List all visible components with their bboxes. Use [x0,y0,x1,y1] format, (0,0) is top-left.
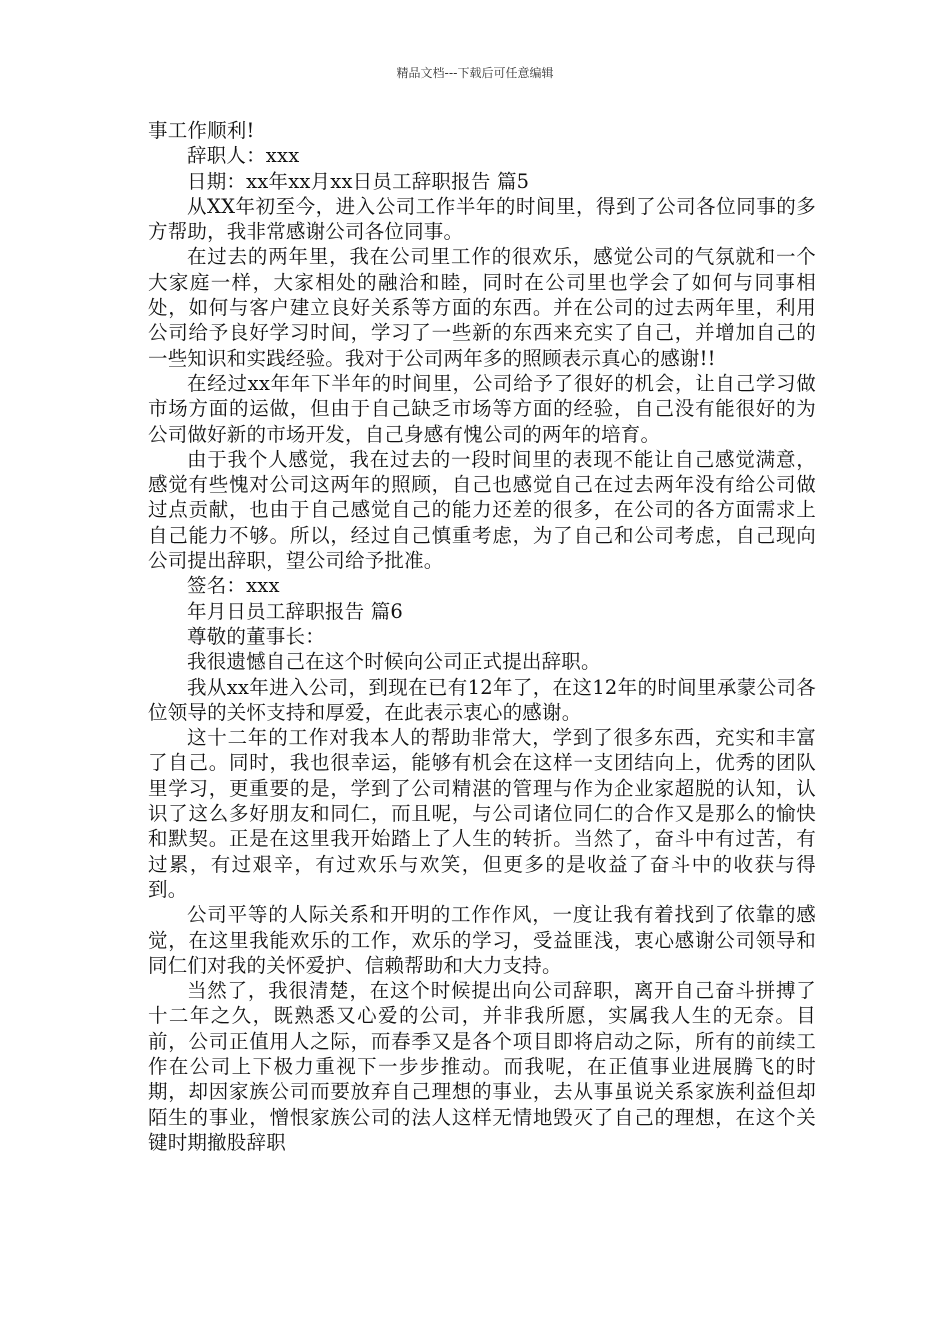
paragraph: 在经过xx年年下半年的时间里，公司给予了很好的机会，让自己学习做市场方面的运做，但由于自己缺乏市场等方面的经验，自己没有能很好的为公司做好新的市场开发，自己身感有愧公司的两年的培育。 [148,371,816,446]
section-heading: 年月日员工辞职报告 篇6 [187,599,404,623]
paragraph: 事工作顺利! [148,119,255,142]
document-body [148,118,816,1155]
signature-line: 签名：xxx [187,574,280,598]
paragraph: 公司平等的人际关系和开明的工作作风，一度让我有着找到了依靠的感觉，在这里我能欢乐的工作，欢乐的学习，受益匪浅，衷心感谢公司领导和同仁们对我的关怀爱护、信赖帮助和大力支持。 [148,903,816,977]
salutation: 尊敬的董事长： [187,624,325,648]
date-heading-line: 日期：xx年xx月xx日员工辞职报告 篇5 [187,169,530,193]
paragraph: 在过去的两年里，我在公司里工作的很欢乐，感觉公司的气氛就和一个大家庭一样，大家相处的融洽和睦，同时在公司里也学会了如何与同事相处，如何与客户建立良好关系等方面的东西。并在公司的过去两年里，利用公司给予良好学习时间，学习了一些新的东西来充实了自己，并增加自己的一些知识和实践经验。我对于公司两年多的照顾表示真心的感谢!! [148,245,816,370]
paragraph: 从XX年初至今，进入公司工作半年的时间里，得到了公司各位同事的多方帮助，我非常感谢公司各位同事。 [148,194,816,244]
paragraph: 这十二年的工作对我本人的帮助非常大，学到了很多东西，充实和丰富了自己。同时，我也很幸运，能够有机会在这样一支团结向上，优秀的团队里学习，更重要的是，学到了公司精湛的管理与作为企业家超脱的认知，认识了这么多好朋友和同仁，而且呢，与公司诸位同仁的合作又是那么的愉快和默契。正是在这里我开始踏上了人生的转折。当然了，奋斗中有过苦，有过累，有过艰辛，有过欢乐与欢笑，但更多的是收益了奋斗中的收获与得到。 [148,726,816,901]
paragraph: 由于我个人感觉，我在过去的一段时间里的表现不能让自己感觉满意，感觉有些愧对公司这两年的照顾，自己也感觉自己在过去两年没有给公司做过点贡献，也由于自己感觉自己的能力还差的很多，在公司的各方面需求上自己能力不够。所以，经过自己慎重考虑，为了自己和公司考虑，自己现向公司提出辞职，望公司给予批准。 [148,447,816,573]
page-header: 精品文档---下载后可任意编辑 [396,66,554,80]
paragraph: 我很遗憾自己在这个时候向公司正式提出辞职。 [187,650,601,674]
paragraph: 当然了，我很清楚，在这个时候提出向公司辞职，离开自己奋斗拼搏了十二年之久，既熟悉又心爱的公司，并非我所愿，实属我人生的无奈。目前，公司正值用人之际，而春季又是各个项目即将启动之际，所有的前续工作在公司上下极力重视下一步步推动。而我呢，在正值事业进展腾飞的时期，却因家族公司而要放弃自己理想的事业，去从事虽说关系家族利益但却陌生的事业，憎恨家族公司的法人这样无情地毁灭了自己的理想，在这个关键时期撤股辞职 [148,979,816,1154]
paragraph: 我从xx年进入公司，到现在已有12年了，在这12年的时间里承蒙公司各位领导的关怀支持和厚爱，在此表示衷心的感谢。 [148,675,816,724]
signature-line: 辞职人：xxx [187,144,300,168]
